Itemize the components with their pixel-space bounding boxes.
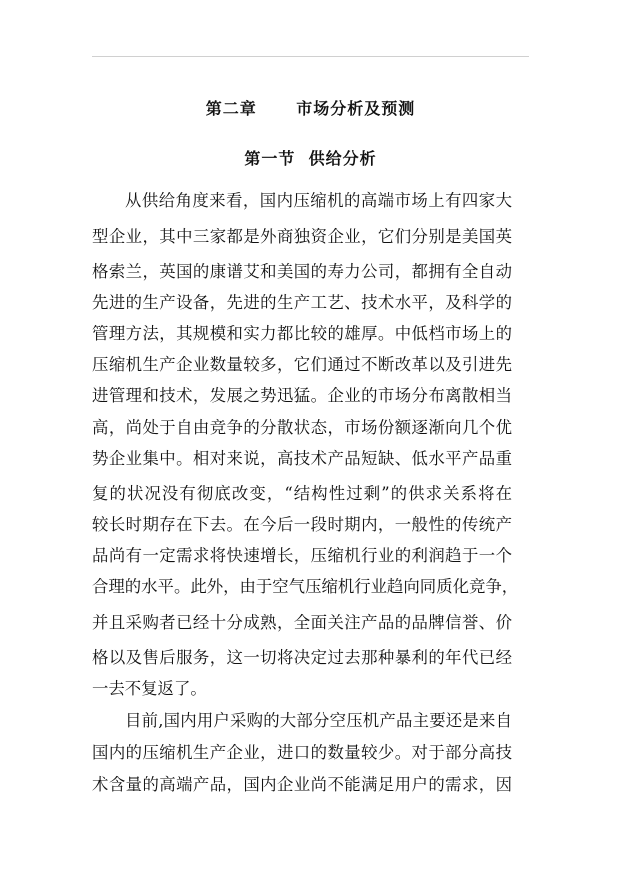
- paragraph-line: 较长时期存在下去。在今后一段时期内，一般性的传统产: [92, 515, 512, 534]
- paragraph-line: 品尚有一定需求将快速增长，压缩机行业的利润趋于一个: [92, 546, 512, 565]
- paragraph-line: 国内的压缩机生产企业，进口的数量较少。对于部分高技: [92, 743, 512, 762]
- paragraph-line: 先进的生产设备，先进的生产工艺、技术水平，及科学的: [92, 293, 512, 312]
- paragraph-line: 型企业，其中三家都是外商独资企业，它们分别是美国英: [92, 227, 512, 246]
- paragraph-line: 管理方法，其规模和实力都比较的雄厚。中低档市场上的: [92, 324, 512, 343]
- paragraph-line: 术含量的高端产品，国内企业尚不能满足用户的需求，因: [92, 775, 512, 794]
- paragraph-line: 从供给角度来看，国内压缩机的高端市场上有四家大: [125, 191, 512, 210]
- paragraph-line: 格以及售后服务，这一切将决定过去那种暴利的年代已经: [92, 648, 512, 667]
- paragraph-line: 一去不复返了。: [92, 679, 207, 698]
- paragraph-line: 压缩机生产企业数量较多，它们通过不断改革以及引进先: [92, 355, 512, 374]
- paragraph-line: 势企业集中。相对来说，高技术产品短缺、低水平产品重: [92, 449, 512, 468]
- paragraph-line: 进管理和技术，发展之势迅猛。企业的市场分布离散相当: [92, 386, 512, 405]
- chapter-title: 第二章 市场分析及预测: [205, 99, 416, 118]
- paragraph-line: 格索兰，英国的康谱艾和美国的寿力公司，都拥有全自动: [92, 262, 512, 281]
- paragraph-line: 目前,国内用户采购的大部分空压机产品主要还是来自: [125, 711, 512, 730]
- section-title: 第一节 供给分析: [244, 149, 377, 168]
- paragraph-line: 合理的水平。此外，由于空气压缩机行业趋向同质化竞争，: [92, 577, 519, 596]
- paragraph-line: 复的状况没有彻底改变，“结构性过剩”的供求关系将在: [92, 484, 512, 503]
- paragraph-line: 高，尚处于自由竞争的分散状态，市场份额逐渐向几个优: [92, 418, 512, 437]
- header-rule: [92, 56, 529, 57]
- paragraph-line: 并且采购者已经十分成熟，全面关注产品的品牌信誉、价: [92, 613, 512, 632]
